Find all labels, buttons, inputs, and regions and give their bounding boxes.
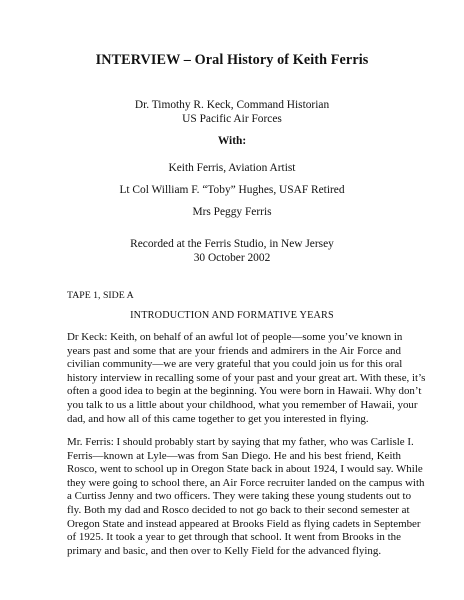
- text-line: years past and some that are your friends and admirers in the Air Force and: [67, 344, 401, 357]
- text-line: Mr. Ferris: I should probably start by saying that my father, who was Carlisle I.: [67, 436, 414, 448]
- document-title: INTERVIEW – Oral History of Keith Ferris: [95, 52, 369, 68]
- text-line: primary and basic, and then over to Kelly Field for the advanced flying.: [67, 544, 382, 557]
- text-line: fly. Both my dad and Rosco decided to not go back to their second semester at: [67, 503, 410, 516]
- text-line: Rosco, went to school up in Oregon State back in about 1924, I would say. While: [67, 463, 423, 476]
- recorded-place: Recorded at the Ferris Studio, in New Jersey: [130, 238, 334, 250]
- text-line: Ferris—known at Lyle—was from San Diego. He and his best friend, Keith: [67, 449, 401, 462]
- tape-label: TAPE 1, SIDE A: [67, 290, 134, 301]
- text-line: of 1925. It took a year to get through that school. It went from Brooks in the: [67, 531, 401, 544]
- text-line: history interview in recalling some of your past and your great art. With these, it’s: [67, 371, 426, 384]
- text-line: dad, and how all of this came together to get you interested in flying.: [67, 412, 369, 425]
- interviewer-org: US Pacific Air Forces: [182, 113, 282, 125]
- section-heading: INTRODUCTION AND FORMATIVE YEARS: [130, 310, 334, 321]
- paragraph-keck: [67, 331, 426, 426]
- text-line: they were going to school there, an Air Force recruiter landed on the campus with: [67, 476, 425, 489]
- participant-2: Lt Col William F. “Toby” Hughes, USAF Retired: [119, 184, 345, 196]
- text-line: Dr Keck: Keith, on behalf of an awful lot of people—some you’ve known in: [67, 331, 403, 343]
- participant-1: Keith Ferris, Aviation Artist: [168, 162, 296, 174]
- participant-3: Mrs Peggy Ferris: [192, 206, 272, 218]
- recorded-date: 30 October 2002: [193, 252, 271, 264]
- text-line: a Curtiss Jenny and two officers. They were taking these young students out to: [67, 490, 412, 503]
- text-line: Oregon State and instead appeared at Brooks Field as flying cadets in September: [67, 517, 421, 530]
- text-line: often a good idea to begin at the beginning. You were born in Hawaii. Why don’t: [67, 385, 422, 398]
- text-line: civilian community—we are very grateful that you could join us for this oral: [67, 358, 403, 371]
- text-line: you talk to us a little about your childhood, what you remember of Hawaii, your: [67, 398, 418, 411]
- paragraph-ferris: [67, 436, 425, 558]
- with-label: With:: [217, 135, 247, 147]
- interviewer-name: Dr. Timothy R. Keck, Command Historian: [134, 99, 330, 111]
